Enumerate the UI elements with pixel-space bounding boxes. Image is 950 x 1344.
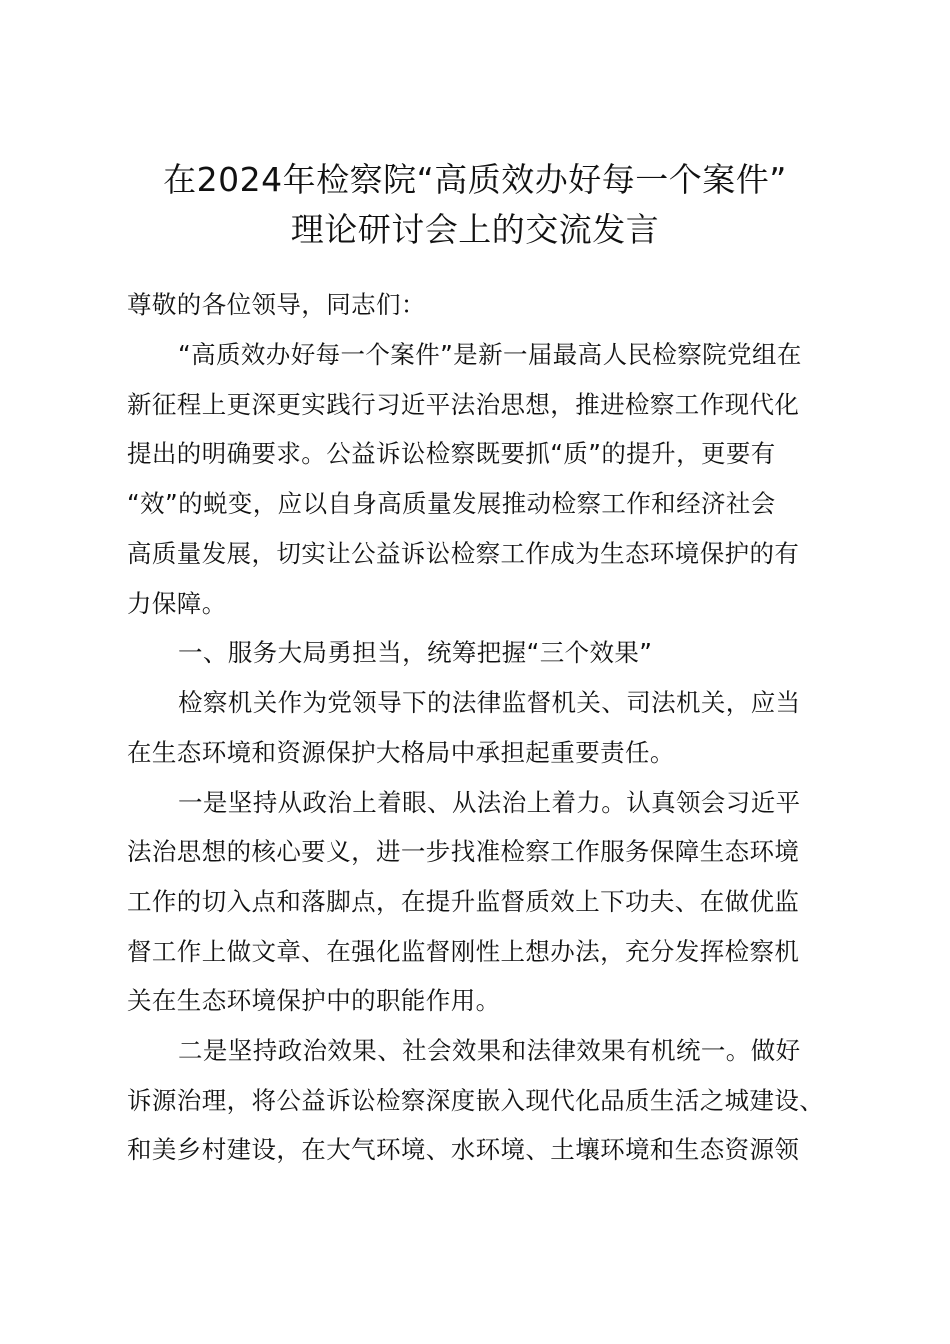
paragraph-line: 检察机关作为党领导下的法律监督机关、司法机关，应当 [178, 688, 801, 717]
paragraph-line: 工作的切入点和落脚点，在提升监督质效上下功夫、在做优监 [127, 887, 800, 916]
paragraph-line: 力保障。 [127, 589, 227, 618]
paragraph-line: 关在生态环境保护中的职能作用。 [127, 986, 501, 1015]
document-title-line-2: 理论研讨会上的交流发言 [290, 210, 660, 249]
section-heading: 一、服务大局勇担当，统筹把握“三个效果” [178, 638, 653, 667]
paragraph-line: 法治思想的核心要义，进一步找准检察工作服务保障生态环境 [127, 837, 800, 866]
paragraph-line: 诉源治理，将公益诉讼检察深度嵌入现代化品质生活之城建设、 [127, 1086, 825, 1115]
paragraph-line: “效”的蜕变，应以自身高质量发展推动检察工作和经济社会 [127, 489, 776, 518]
salutation: 尊敬的各位领导，同志们： [127, 290, 426, 319]
paragraph-line: 高质量发展，切实让公益诉讼检察工作成为生态环境保护的有 [127, 539, 800, 568]
paragraph-line: 提出的明确要求。公益诉讼检察既要抓“质”的提升，更要有 [127, 439, 776, 468]
paragraph-line: 一是坚持从政治上着眼、从法治上着力。认真领会习近平 [178, 788, 801, 817]
paragraph-line: 二是坚持政治效果、社会效果和法律效果有机统一。做好 [178, 1036, 801, 1065]
paragraph-line: 新征程上更深更实践行习近平法治思想，推进检察工作现代化 [127, 390, 800, 419]
paragraph-line: “高质效办好每一个案件”是新一届最高人民检察院党组在 [178, 340, 802, 369]
paragraph-line: 督工作上做文章、在强化监督刚性上想办法，充分发挥检察机 [127, 937, 800, 966]
paragraph-line: 和美乡村建设，在大气环境、水环境、土壤环境和生态资源领 [127, 1135, 800, 1164]
document-title-line-1: 在2024年检察院“高质效办好每一个案件” [163, 160, 787, 199]
paragraph-line: 在生态环境和资源保护大格局中承担起重要责任。 [127, 738, 675, 767]
